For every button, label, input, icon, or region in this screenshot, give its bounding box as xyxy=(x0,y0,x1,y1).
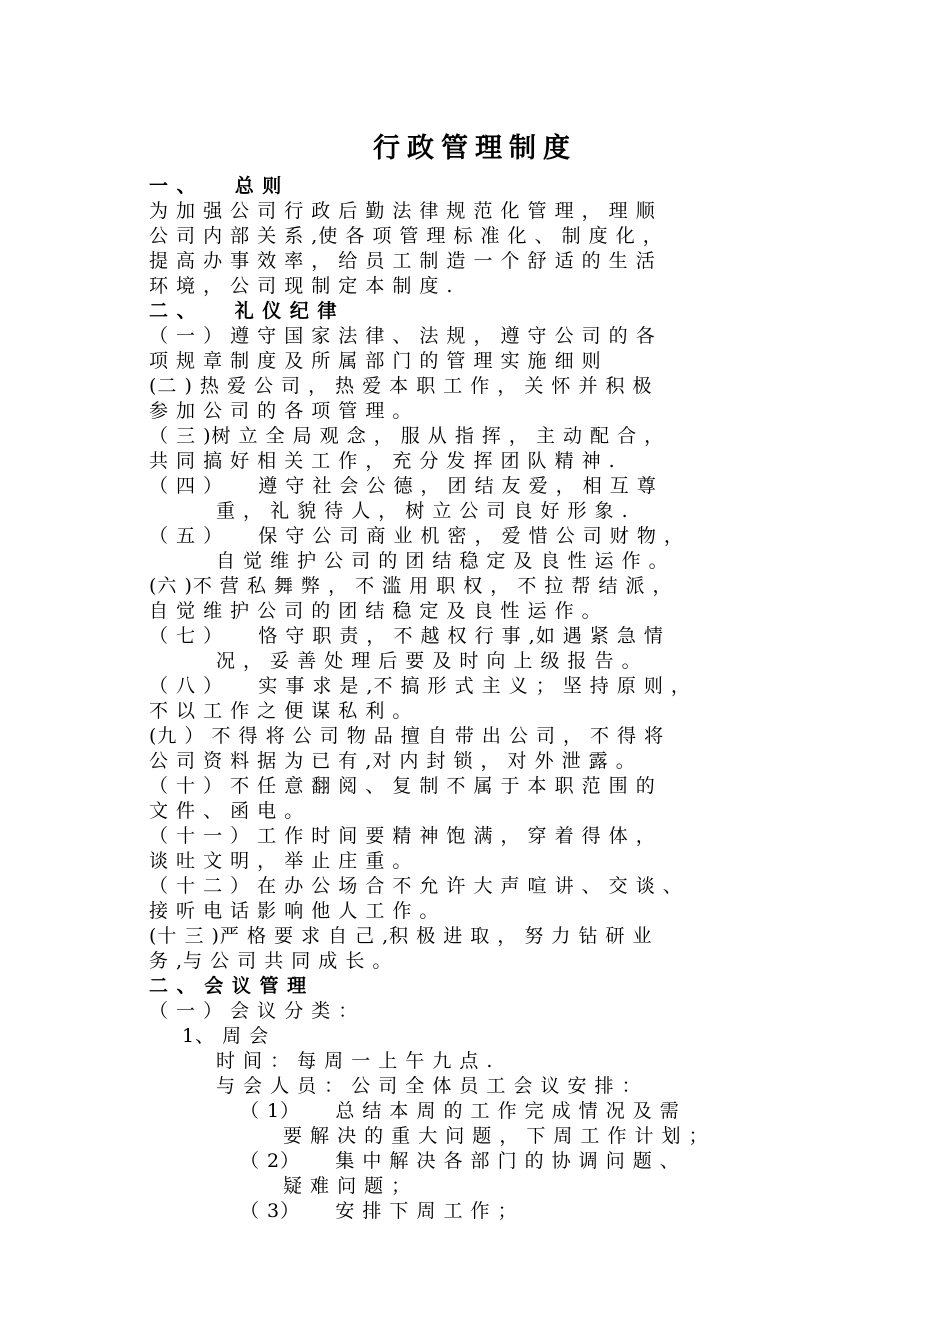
paragraph-line: （ 十 一 ） 工 作 时 间 要 精 神 饱 满 ， 穿 着 得 体 ， xyxy=(149,825,656,847)
paragraph-line: 环 境 ， 公 司 现 制 定 本 制 度 . xyxy=(149,275,454,297)
section-heading: 二 、 会 议 管 理 xyxy=(149,975,308,997)
paragraph-line: (二 ) 热 爱 公 司 ， 热 爱 本 职 工 作 ， 关 怀 并 积 极 xyxy=(149,375,653,397)
paragraph-line: （ 八 ） 实 事 求 是 ,不 搞 形 式 主 义 ； 坚 持 原 则 ， xyxy=(149,675,691,697)
paragraph-line: 1、 周 会 xyxy=(182,1025,270,1047)
paragraph-line: 项 规 章 制 度 及 所 属 部 门 的 管 理 实 施 细 则 xyxy=(149,350,602,372)
paragraph-line: (十 三 )严 格 要 求 自 己 ,积 极 进 取 ， 努 力 钻 研 业 xyxy=(149,925,653,947)
paragraph-line: (九 ） 不 得 将 公 司 物 品 擅 自 带 出 公 司 ， 不 得 将 xyxy=(149,725,665,747)
paragraph-line: 与 会 人 员 ： 公 司 全 体 员 工 会 议 安 排 ： xyxy=(216,1075,642,1097)
paragraph-line: （ 五 ） 保 守 公 司 商 业 机 密 ， 爱 惜 公 司 财 物 ， xyxy=(149,525,684,547)
paragraph-line: 文 件 、 函 电 。 xyxy=(149,800,305,822)
paragraph-line: 共 同 搞 好 相 关 工 作 ， 充 分 发 挥 团 队 精 神 . xyxy=(149,450,616,472)
document-title: 行政管理制度 xyxy=(373,133,577,164)
paragraph-line: 提 高 办 事 效 率 ， 给 员 工 制 造 一 个 舒 适 的 生 活 xyxy=(149,250,656,272)
paragraph-line: （ 3） 安 排 下 周 工 作 ； xyxy=(240,1200,518,1222)
paragraph-line: 自 觉 维 护 公 司 的 团 结 稳 定 及 良 性 运 作 。 xyxy=(149,600,602,622)
paragraph-line: （ 十 二 ） 在 办 公 场 合 不 允 许 大 声 喧 讲 、 交 谈 、 xyxy=(149,875,683,897)
paragraph-line: 不 以 工 作 之 便 谋 私 利 。 xyxy=(149,700,413,722)
paragraph-line: 自 觉 维 护 公 司 的 团 结 稳 定 及 良 性 运 作 。 xyxy=(216,550,669,572)
paragraph-line: 公 司 资 料 据 为 已 有 ,对 内 封 锁 ， 对 外 泄 露 。 xyxy=(149,750,636,772)
paragraph-line: （ 三 )树 立 全 局 观 念 ， 服 从 指 挥 ， 主 动 配 合 ， xyxy=(149,425,665,447)
paragraph-line: （ 四 ） 遵 守 社 会 公 德 ， 团 结 友 爱 ， 相 互 尊 xyxy=(149,475,657,497)
paragraph-line: 谈 吐 文 明 ， 举 止 庄 重 。 xyxy=(149,850,413,872)
paragraph-line: 参 加 公 司 的 各 项 管 理 。 xyxy=(149,400,413,422)
paragraph-line: （ 1） 总 结 本 周 的 工 作 完 成 情 况 及 需 xyxy=(240,1100,680,1122)
paragraph-line: 接 听 电 话 影 响 他 人 工 作 。 xyxy=(149,900,440,922)
section-heading: 二 、 礼 仪 纪 律 xyxy=(149,300,338,322)
section-heading: 一 、 总 则 xyxy=(149,175,283,197)
paragraph-line: 要 解 决 的 重 大 问 题 ， 下 周 工 作 计 划 ； xyxy=(283,1125,709,1147)
paragraph-line: （ 七 ） 恪 守 职 责 ， 不 越 权 行 事 ,如 遇 紧 急 情 xyxy=(149,625,664,647)
paragraph-line: 为 加 强 公 司 行 政 后 勤 法 律 规 范 化 管 理 ， 理 顺 xyxy=(149,200,656,222)
paragraph-line: (六 )不 营 私 舞 弊 ， 不 滥 用 职 权 ， 不 拉 帮 结 派 ， xyxy=(149,575,673,597)
paragraph-line: （ 2） 集 中 解 决 各 部 门 的 协 调 问 题 、 xyxy=(240,1150,680,1172)
paragraph-line: （ 一 ） 遵 守 国 家 法 律 、 法 规 ， 遵 守 公 司 的 各 xyxy=(149,325,656,347)
paragraph-line: 况 ， 妥 善 处 理 后 要 及 时 向 上 级 报 告 。 xyxy=(216,650,642,672)
paragraph-line: 重 ， 礼 貌 待 人 ， 树 立 公 司 良 好 形 象 . xyxy=(216,500,629,522)
paragraph-line: 时 间 ： 每 周 一 上 午 九 点 . xyxy=(216,1050,494,1072)
paragraph-line: 公 司 内 部 关 系 ,使 各 项 管 理 标 准 化 、 制 度 化 ， xyxy=(149,225,663,247)
paragraph-line: 务 ,与 公 司 共 同 成 长 。 xyxy=(149,950,393,972)
paragraph-line: （ 十 ） 不 任 意 翻 阅 、 复 制 不 属 于 本 职 范 围 的 xyxy=(149,775,656,797)
paragraph-line: 疑 难 问 题 ； xyxy=(283,1175,412,1197)
paragraph-line: （ 一 ） 会 议 分 类 ： xyxy=(149,1000,359,1022)
